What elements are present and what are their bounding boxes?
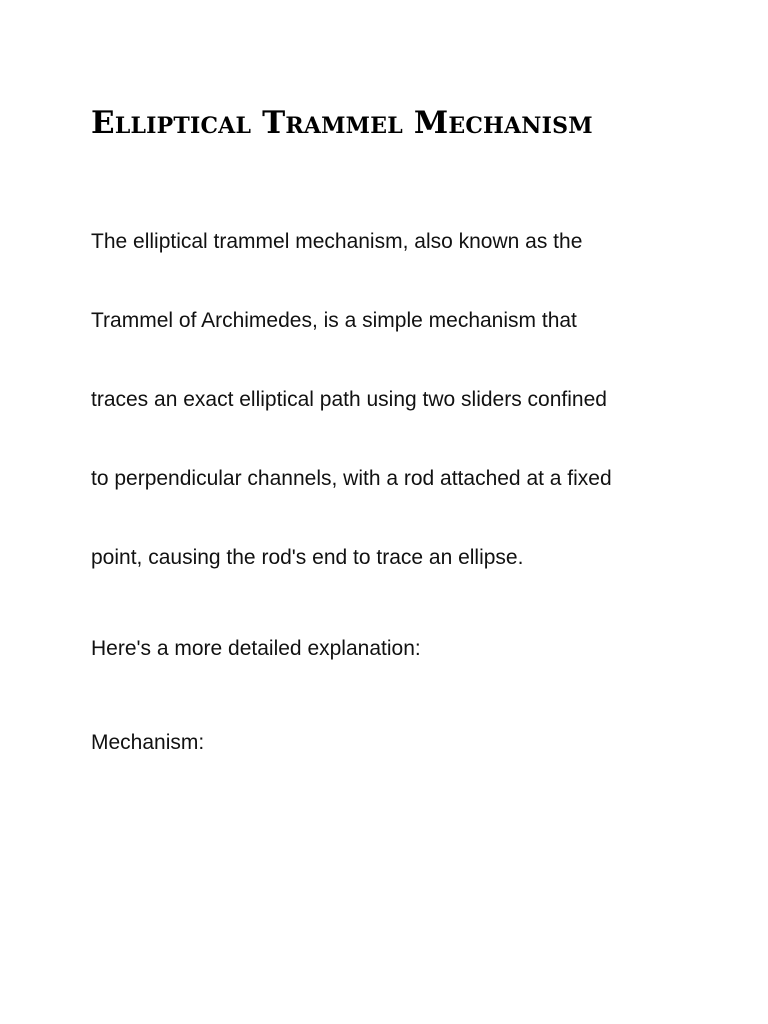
paragraph-line: Trammel of Archimedes, is a simple mechanism that bbox=[91, 309, 577, 332]
paragraph-line: traces an exact elliptical path using two sliders confined bbox=[91, 388, 607, 411]
document-title: Elliptical Trammel Mechanism bbox=[91, 105, 593, 141]
paragraph-line: to perpendicular channels, with a rod attached at a fixed bbox=[91, 467, 612, 490]
paragraph-line: point, causing the rod's end to trace an ellipse. bbox=[91, 546, 524, 569]
section-heading: Mechanism: bbox=[91, 731, 205, 754]
intro-line: Here's a more detailed explanation: bbox=[91, 637, 421, 660]
paragraph-line: The elliptical trammel mechanism, also known as the bbox=[91, 230, 583, 253]
